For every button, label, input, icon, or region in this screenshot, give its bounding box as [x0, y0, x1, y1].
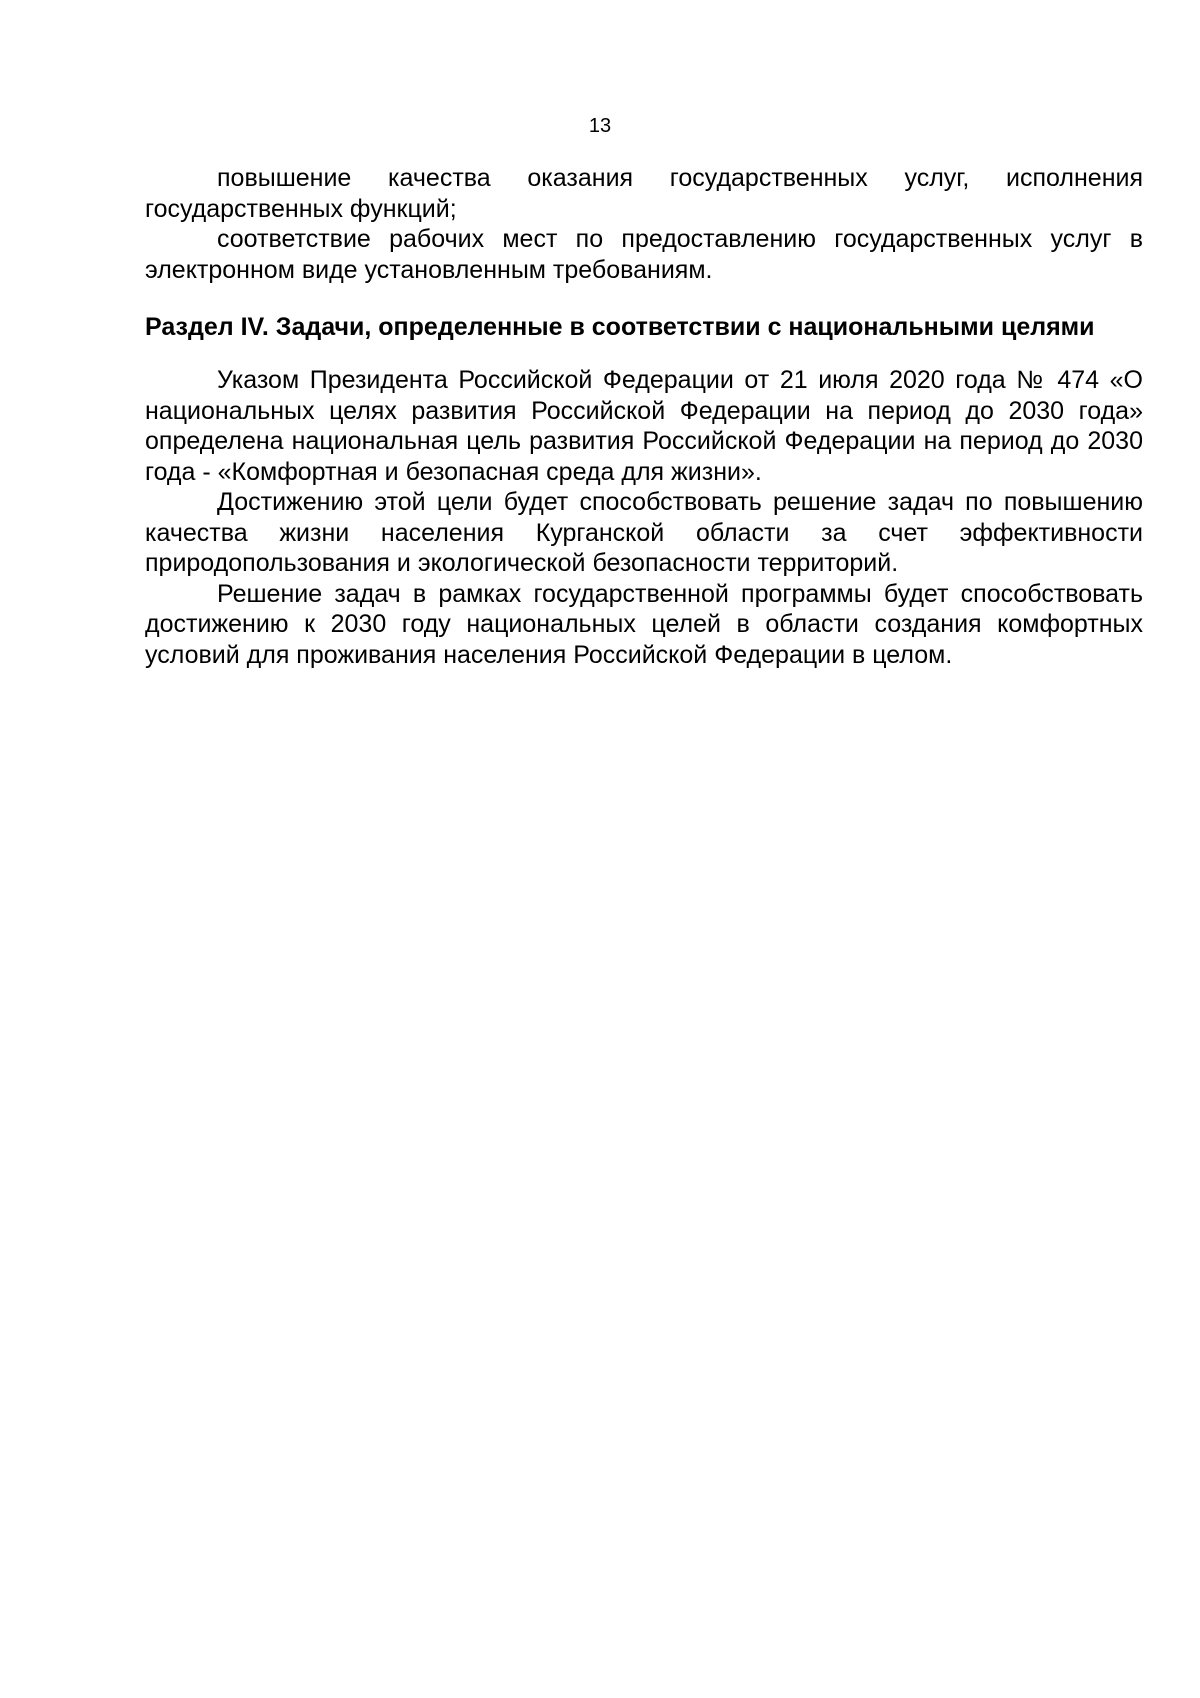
- section-paragraph-1: Указом Президента Российской Федерации от 21 июля 2020 года № 474 «О национальных целях развития Российской Федерации на период до 2030 года» определена национальная цель развития Российской Федерации на период до 2030 года - «Комфортная и безопасная среда для жизни».: [145, 366, 1143, 486]
- section-paragraph-3: Решение задач в рамках государственной программы будет способствовать достижению к 2030 году национальных целей в области создания комфортных условий для проживания населения Российской Федерации в целом.: [145, 579, 1143, 669]
- page-number: 13: [588, 115, 612, 137]
- document-body: [145, 163, 1143, 670]
- intro-paragraph-2: соответствие рабочих мест по предоставлению государственных услуг в электронном виде установленным требованиям.: [145, 225, 1143, 284]
- intro-paragraph-1: повышение качества оказания государственных услуг, исполнения государственных функций;: [145, 164, 1143, 223]
- section-heading: Раздел IV. Задачи, определенные в соответствии с национальными целями: [145, 313, 1095, 341]
- section-paragraph-2: Достижению этой цели будет способствовать решение задач по повышению качества жизни населения Курганской области за счет эффективности природопользования и экологической безопасности территорий.: [145, 488, 1143, 577]
